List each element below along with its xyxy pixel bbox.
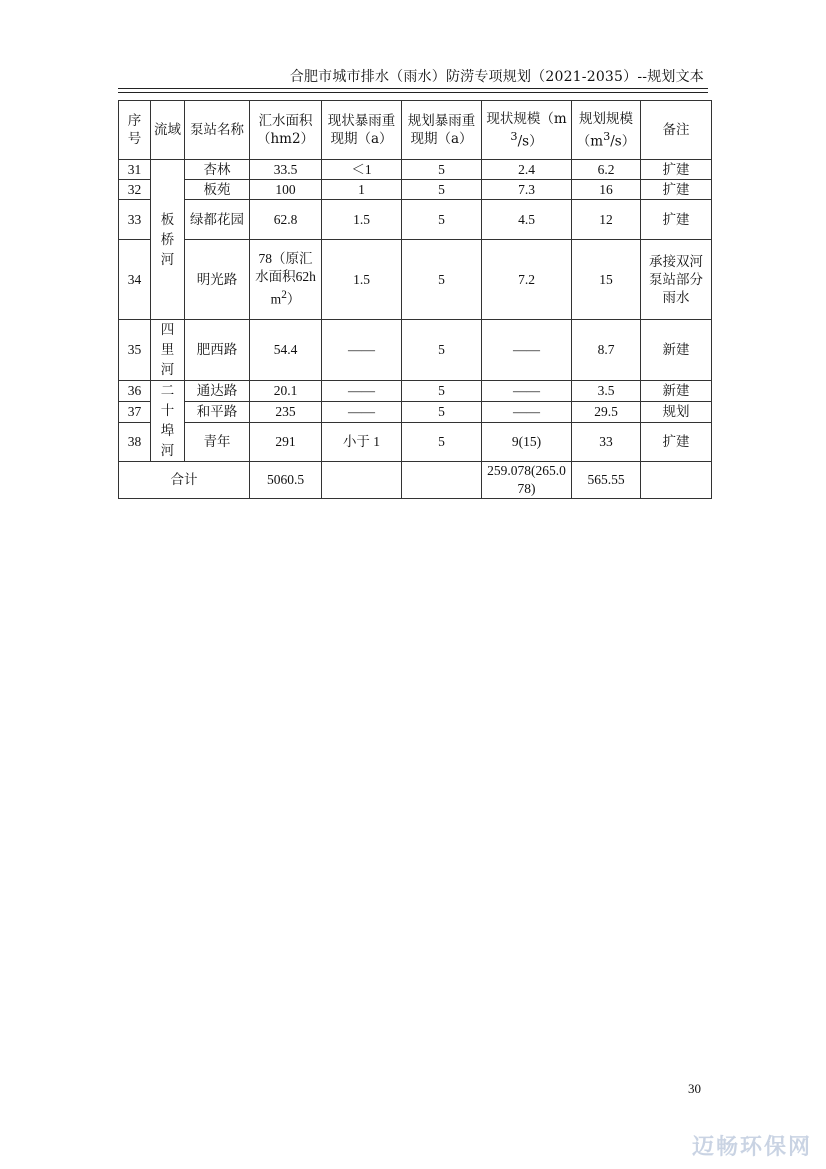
- cell-current-scale: 2.4: [482, 160, 572, 180]
- header-remark: 备注: [641, 101, 712, 160]
- cell-area: 100: [250, 180, 322, 200]
- header-area: 汇水面积（hm2）: [250, 101, 322, 160]
- cell-current-scale: 4.5: [482, 200, 572, 240]
- cell-remark: 扩建: [641, 160, 712, 180]
- cell-plan-scale: 8.7: [572, 320, 641, 381]
- cell-remark: 承接双河泵站部分雨水: [641, 240, 712, 320]
- cell-plan-period: 5: [402, 320, 482, 381]
- cell-remark: 扩建: [641, 200, 712, 240]
- cell-current-period: ——: [322, 381, 402, 402]
- cell-remark: 新建: [641, 320, 712, 381]
- table-total-row: [119, 462, 712, 499]
- cell-plan-period: 5: [402, 200, 482, 240]
- cell-total-current-scale: 259.078(265.078): [482, 462, 572, 499]
- cell-current-period: 1: [322, 180, 402, 200]
- cell-remark: 新建: [641, 381, 712, 402]
- cell-station: 板苑: [185, 180, 250, 200]
- cell-current-period: ——: [322, 320, 402, 381]
- cell-station: 明光路: [185, 240, 250, 320]
- cell-basin-ershibu: 二十埠河: [151, 381, 185, 462]
- cell-total-plan-scale: 565.55: [572, 462, 641, 499]
- cell-total-label: 合计: [119, 462, 250, 499]
- cell-remark: 扩建: [641, 180, 712, 200]
- cell-total-area: 5060.5: [250, 462, 322, 499]
- cell-current-scale: 9(15): [482, 423, 572, 462]
- cell-plan-period: 5: [402, 160, 482, 180]
- header-current-scale: 现状规模$(m^3/s)$: [482, 101, 572, 160]
- cell-station: 和平路: [185, 402, 250, 423]
- header-current-period: 现状暴雨重现期（a）: [322, 101, 402, 160]
- cell-no: 35: [119, 320, 151, 381]
- cell-area: 62.8: [250, 200, 322, 240]
- table-row: [119, 200, 712, 240]
- header-station: 泵站名称: [185, 101, 250, 160]
- cell-current-scale: ——: [482, 402, 572, 423]
- cell-no: 38: [119, 423, 151, 462]
- table-row: [119, 180, 712, 200]
- page-header: 合肥市城市排水（雨水）防涝专项规划（2021-2035）--规划文本: [289, 69, 704, 85]
- cell-current-period: 1.5: [322, 200, 402, 240]
- cell-area: 291: [250, 423, 322, 462]
- cell-area: 235: [250, 402, 322, 423]
- cell-basin-banqiao: 板桥河: [151, 160, 185, 320]
- cell-total-empty: [322, 462, 402, 499]
- cell-no: 34: [119, 240, 151, 320]
- table-row: [119, 320, 712, 381]
- cell-no: 33: [119, 200, 151, 240]
- cell-plan-scale: 29.5: [572, 402, 641, 423]
- table-row: [119, 381, 712, 402]
- cell-plan-scale: 12: [572, 200, 641, 240]
- watermark-logo: 迈畅环保网: [691, 1135, 812, 1160]
- table-header-row: [119, 101, 712, 160]
- cell-plan-period: 5: [402, 423, 482, 462]
- cell-current-scale: ——: [482, 381, 572, 402]
- cell-no: 31: [119, 160, 151, 180]
- cell-current-scale: 7.3: [482, 180, 572, 200]
- cell-plan-scale: 3.5: [572, 381, 641, 402]
- cell-plan-scale: 16: [572, 180, 641, 200]
- cell-current-period: ＜1: [322, 160, 402, 180]
- cell-no: 37: [119, 402, 151, 423]
- table-row: [119, 240, 712, 320]
- cell-total-empty: [402, 462, 482, 499]
- cell-station: 青年: [185, 423, 250, 462]
- cell-plan-scale: 6.2: [572, 160, 641, 180]
- cell-current-period: ——: [322, 402, 402, 423]
- cell-plan-period: 5: [402, 240, 482, 320]
- cell-basin-sili: 四里河: [151, 320, 185, 381]
- page-number: 30: [688, 1081, 701, 1096]
- header-rule-bottom: [118, 92, 708, 93]
- cell-area: 20.1: [250, 381, 322, 402]
- header-basin: 流域: [151, 101, 185, 160]
- cell-remark: 扩建: [641, 423, 712, 462]
- cell-plan-scale: 15: [572, 240, 641, 320]
- cell-station: 通达路: [185, 381, 250, 402]
- header-no: 序号: [119, 101, 151, 160]
- cell-current-scale: ——: [482, 320, 572, 381]
- cell-plan-scale: 33: [572, 423, 641, 462]
- cell-no: 32: [119, 180, 151, 200]
- cell-station: 杏林: [185, 160, 250, 180]
- cell-plan-period: 5: [402, 180, 482, 200]
- cell-current-period: 1.5: [322, 240, 402, 320]
- table-row: [119, 423, 712, 462]
- cell-area: 78（原汇水面积$62hm^2$）: [250, 240, 322, 320]
- cell-no: 36: [119, 381, 151, 402]
- cell-remark: 规划: [641, 402, 712, 423]
- table-row: [119, 402, 712, 423]
- header-plan-period: 规划暴雨重现期（a）: [402, 101, 482, 160]
- cell-area: 33.5: [250, 160, 322, 180]
- cell-current-period: 小于 1: [322, 423, 402, 462]
- table-row: [119, 160, 712, 180]
- cell-station: 绿都花园: [185, 200, 250, 240]
- cell-total-empty: [641, 462, 712, 499]
- header-plan-scale: 规划规模$(m^3/s)$: [572, 101, 641, 160]
- cell-plan-period: 5: [402, 402, 482, 423]
- header-rule-top: [118, 88, 708, 89]
- cell-station: 肥西路: [185, 320, 250, 381]
- cell-area: 54.4: [250, 320, 322, 381]
- cell-current-scale: 7.2: [482, 240, 572, 320]
- pump-station-table: [118, 100, 712, 499]
- cell-plan-period: 5: [402, 381, 482, 402]
